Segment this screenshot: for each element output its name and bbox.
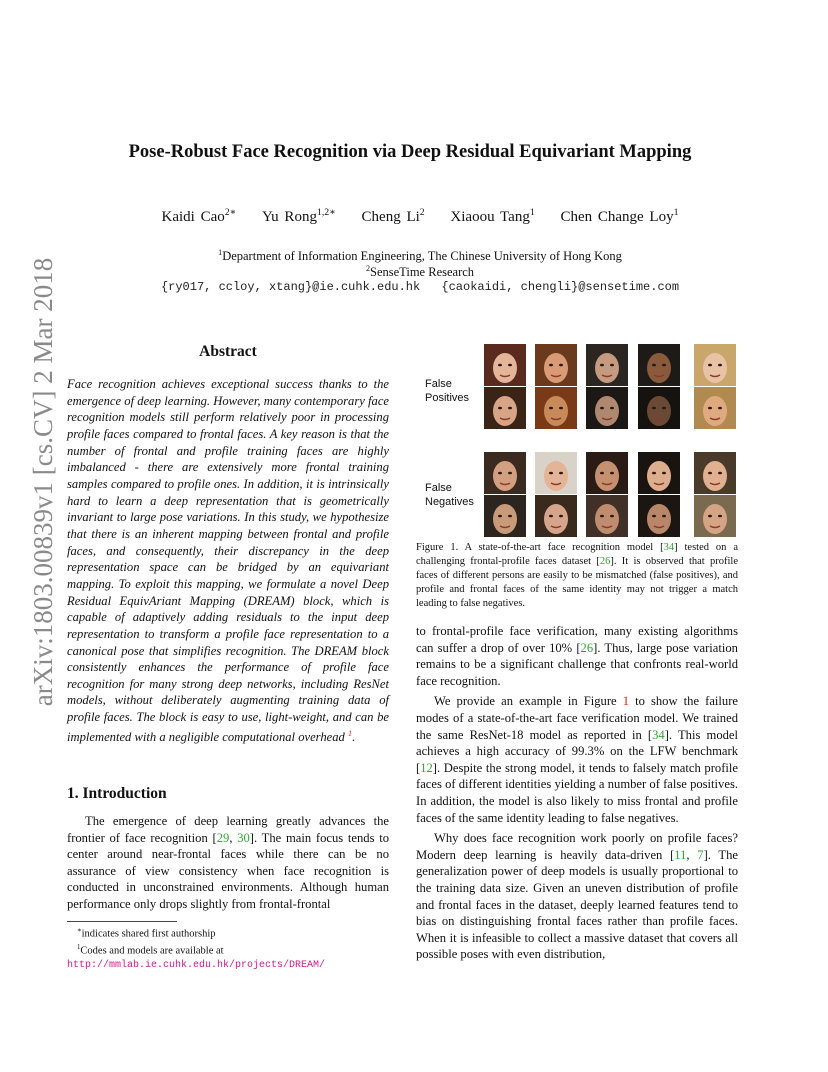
paragraph: Why does face recognition work poorly on profile faces? Modern deep learning is heavily data-driven [11, 7]. The generalization power of deep models is usually proportional to the training data size. Given an uneven distribution of profile and frontal faces in the dataset, deeply learned features tend to bias on distinguishing frontal faces rather than profile faces. When it is infeasible to collect a massive dataset that covers all possible poses with even distribution, (416, 831, 738, 962)
face-image (484, 344, 526, 386)
footnote-link[interactable]: 1 (348, 728, 353, 738)
email-cuhk: {ry017, ccloy, xtang}@ie.cuhk.edu.hk (160, 280, 421, 294)
face-image (535, 387, 577, 429)
introduction-heading: 1. Introduction (67, 785, 167, 802)
citation-link[interactable]: 12 (420, 760, 433, 775)
face-image (694, 495, 736, 537)
figure-1-caption: Figure 1. A state-of-the-art face recognition model [34] tested on a challenging frontal-profile faces dataset [26]. It is observed that profile faces of different persons are easily to be mismatched (false positives), and profile and frontal faces of the same identity may not trigger a match leading to false negatives. (416, 542, 738, 610)
footnote-shared-authorship: ∗indicates shared first authorship (77, 927, 216, 940)
face-image (484, 387, 526, 429)
figure-ref-link[interactable]: 1 (622, 694, 629, 709)
face-image (694, 387, 736, 429)
abstract-heading: Abstract (199, 343, 257, 360)
citation-link[interactable]: 26 (580, 640, 594, 655)
face-image (638, 344, 680, 386)
face-image (535, 495, 577, 537)
citation-link[interactable]: 11 (674, 847, 687, 862)
author: Yu Rong$^{1,2∗}$ (262, 207, 336, 225)
abstract-body: Face recognition achieves exceptional success thanks to the emergence of deep learning. However, many contemporary face recognition models still perform relatively poor in processing profile faces compared to frontal faces. A key reason is that the number of frontal and profile training faces are highly imbalanced - there are extensively more frontal training samples compared to profile ones. In addition, it is intrinsically hard to learn a deep representation that is geometrically invariant to large pose variations. In this study, we hypothesize that there is an inherent mapping between frontal and profile faces, and consequently, their discrepancy in the deep representation space can be bridged by an equivariant mapping. To exploit this mapping, we formulate a novel Deep Residual EquivAriant Mapping (DREAM) block, which is capable of adaptively adding residuals to the input deep representation to transform a profile face representation to a canonical pose that simplifies recognition. The DREAM block consistently enhances the performance of profile face recognition for many strong deep networks, including ResNet models, without deliberately augmenting training data of profile faces. The block is easy to use, light-weight, and can be implemented with a negligible computational overhead $^1$. (67, 377, 389, 744)
face-image (586, 495, 628, 537)
email-sensetime: {caokaidi, chengli}@sensetime.com (441, 280, 680, 294)
affiliation-cuhk: $^1$Department of Information Engineering, The Chinese University of Hong Kong (218, 248, 622, 264)
author: Cheng Li$^2$ (361, 207, 425, 225)
paragraph: We provide an example in Figure 1 to show the failure modes of a state-of-the-art face verification model. We trained the same ResNet-18 model as reported in [34]. This model achieves a high accuracy of 99.3% on the LFW benchmark [12]. Despite the strong model, it tends to falsely match profile faces of different identities yielding a number of false positives. In addition, the model is also likely to miss frontal and profile faces of the same identity leading to false negatives. (416, 694, 739, 825)
face-image (535, 452, 577, 494)
face-image (484, 495, 526, 537)
paper-title: Pose-Robust Face Recognition via Deep Residual Equivariant Mapping (128, 142, 692, 162)
arxiv-identifier: arXiv:1803.00839v1 [cs.CV] 2 Mar 2018 (28, 257, 58, 707)
citation-link[interactable]: 29 (216, 830, 230, 845)
footnotes (67, 924, 389, 973)
author: Chen Change Loy$^1$ (560, 207, 679, 225)
face-image (586, 344, 628, 386)
face-image (694, 344, 736, 386)
face-image (638, 452, 680, 494)
face-image (484, 452, 526, 494)
citation-link[interactable]: 30 (237, 830, 250, 845)
citation-link[interactable]: 26 (599, 556, 611, 568)
citation-link[interactable]: 34 (663, 542, 675, 553)
figure-1 (416, 340, 738, 540)
citation-link[interactable]: 34 (652, 727, 665, 742)
author-emails (100, 280, 740, 294)
author-list (110, 207, 730, 226)
footnote-code-link: $^1$Codes and models are available at http://mmlab.ie.cuhk.edu.hk/projects/DREAM/ (67, 944, 326, 971)
false-positives-label: False Positives (425, 378, 470, 404)
citation-link[interactable]: 7 (697, 847, 704, 862)
introduction-paragraph: The emergence of deep learning greatly advances the frontier of face recognition [29, 30]. The main focus tends to center around near-frontal faces while there can be no assurance of view consistency when face recognition is conducted in unconstrained environments. Although human performance only drops slightly from frontal-frontal (67, 814, 390, 911)
false-negatives-label: False Negatives (425, 482, 474, 508)
right-column-body (416, 623, 738, 963)
face-image (638, 387, 680, 429)
affiliation-sensetime: $^2$SenseTime Research (365, 264, 475, 280)
face-image (586, 387, 628, 429)
project-url-link[interactable]: http://mmlab.ie.cuhk.edu.hk/projects/DREAM/ (67, 960, 326, 971)
author: Kaidi Cao$^{2∗}$ (161, 207, 237, 225)
footnote-divider (67, 921, 177, 922)
face-image (638, 495, 680, 537)
face-image (694, 452, 736, 494)
face-image (586, 452, 628, 494)
author: Xiaoou Tang$^1$ (450, 207, 535, 225)
paragraph: to frontal-profile face verification, many existing algorithms can suffer a drop of over 10% [26]. Thus, large pose variation remains to be a significant challenge that confronts real-world face recognition. (416, 624, 738, 688)
face-image (535, 344, 577, 386)
